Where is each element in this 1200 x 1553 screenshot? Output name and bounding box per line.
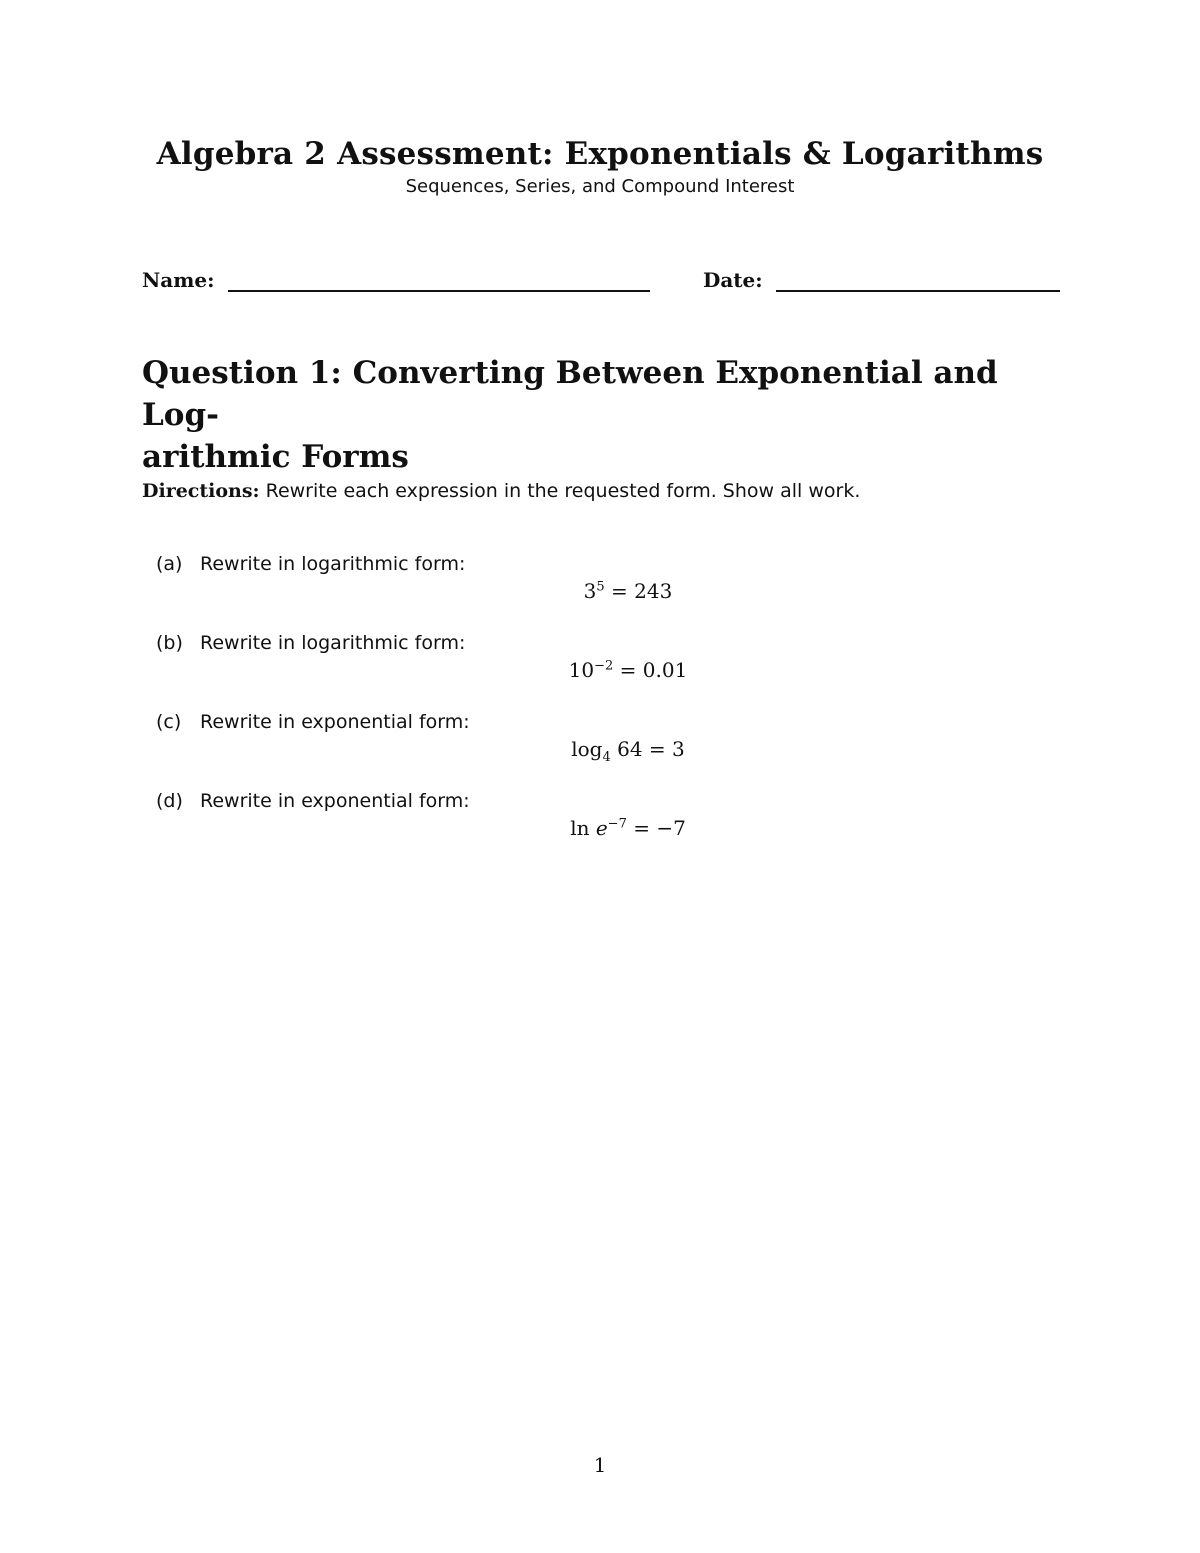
name-label: Name:: [142, 268, 215, 292]
item-a-exponent: 5: [596, 579, 605, 595]
page-number: 1: [593, 1453, 607, 1477]
directions: [142, 480, 1062, 502]
item-c-rest: 64 = 3: [610, 737, 685, 761]
item-b-base: 10: [568, 658, 595, 682]
item-a-prompt: Rewrite in logarithmic form:: [200, 553, 466, 575]
item-b-exponent: −2: [594, 658, 614, 674]
item-b-rest: = 0.01: [613, 658, 688, 682]
item-c-marker: (c): [156, 711, 182, 733]
date-field-line[interactable]: [776, 290, 1060, 292]
item-d-rest: = −7: [626, 816, 686, 840]
item-d-variable: e: [595, 816, 608, 840]
item-b-marker: (b): [156, 632, 183, 654]
item-c-subscript: 4: [602, 750, 611, 765]
item-d-marker: (d): [156, 790, 183, 812]
item-a-rest: = 243: [604, 579, 673, 603]
item-d-func: ln: [570, 816, 596, 840]
item-b-prompt: Rewrite in logarithmic form:: [200, 632, 466, 654]
item-a-marker: (a): [156, 553, 183, 575]
directions-label: Directions:: [142, 480, 260, 502]
question-1-heading: [142, 352, 1062, 478]
directions-text: Rewrite each expression in the requested form. Show all work.: [259, 480, 861, 502]
question-1-heading-line-2: arithmic Forms: [142, 439, 409, 475]
item-c-equation: [428, 737, 828, 765]
name-field-line[interactable]: [228, 290, 650, 292]
question-1-heading-line-1: Question 1: Converting Between Exponential and Log-: [142, 355, 998, 433]
date-label: Date:: [703, 268, 763, 292]
page-subtitle: Sequences, Series, and Compound Interest: [405, 176, 795, 197]
page-title: Algebra 2 Assessment: Exponentials & Logarithms: [156, 136, 1044, 172]
item-c-prompt: Rewrite in exponential form:: [200, 711, 470, 733]
item-d-prompt: Rewrite in exponential form:: [200, 790, 470, 812]
item-d-exponent: −7: [607, 816, 627, 832]
item-c-func: log: [571, 737, 603, 761]
item-a-base: 3: [583, 579, 597, 603]
item-d-equation: [428, 816, 828, 840]
item-b-equation: [428, 658, 828, 682]
item-a-equation: [428, 579, 828, 603]
